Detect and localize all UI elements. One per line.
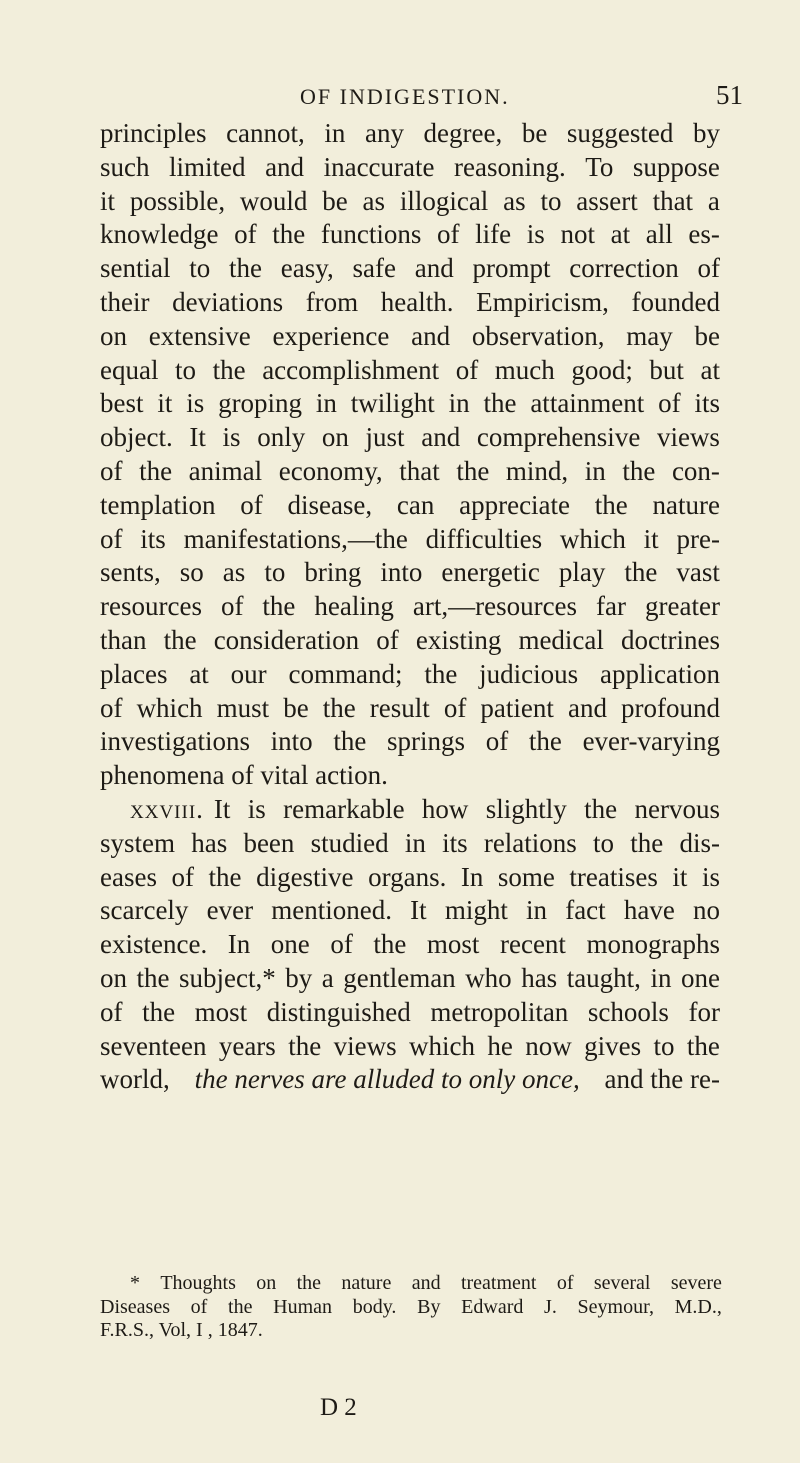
word: as [362,185,386,216]
word: which [559,523,626,554]
word: any [364,118,404,148]
word: the [373,929,407,960]
word: nature [652,489,720,520]
word: from [305,286,359,317]
word: In [460,861,484,892]
word: one [680,962,720,993]
word: one [270,929,310,960]
text-line [100,861,720,895]
word: have [623,895,675,926]
text-line [100,387,720,421]
word: investigations [100,726,250,757]
word: the [212,354,246,385]
word: the [528,726,562,757]
text-line [100,151,720,185]
word: pre- [676,523,720,554]
word: safe [352,253,397,284]
word: at [610,219,631,250]
text-line [100,556,720,590]
word: the [622,455,656,486]
text-line: phenomena of vital action. [100,760,388,791]
word: to [175,354,197,385]
word: be [694,320,720,351]
word: of [171,861,194,892]
word: of [100,455,123,486]
word: treatment [460,1272,537,1294]
word: now [525,1030,572,1061]
word: the [686,1030,720,1061]
word: as [503,185,526,216]
word: vast [676,557,720,588]
word: system [100,827,176,858]
word: equal [100,354,159,385]
word: the [208,861,242,892]
text-line [100,185,720,219]
word: good; [571,354,633,385]
word: of [658,388,681,419]
word: has [521,962,558,993]
word: of [443,692,467,723]
word: its [140,523,166,554]
word: of [240,489,263,520]
word: best [100,388,144,419]
word: than [100,624,147,655]
text-line [100,590,720,624]
word: judicious [479,658,579,689]
word: to [593,827,615,858]
word: the [296,1272,322,1294]
text-line [100,523,720,557]
word: that [399,455,440,486]
word: and [414,253,454,284]
word: application [600,658,720,689]
word: only [257,422,306,453]
word: not [560,219,595,250]
word: on [100,962,127,993]
running-head: OF INDIGESTION. [300,84,510,109]
word: result [369,692,430,723]
word: the [594,489,628,520]
text-line [100,286,720,320]
word: correction [569,253,679,284]
word: the [322,692,356,723]
word: it [643,523,659,554]
word: extensive [148,320,251,351]
word: suppose [632,151,720,182]
word: Edward [461,1295,524,1318]
word: which [408,1030,475,1061]
word: of [100,996,123,1027]
text-line [100,692,720,726]
word: of [556,1272,574,1294]
word: of [697,253,720,284]
word: which [136,692,203,723]
word: In [227,929,251,960]
italic-phrase: the nerves are alluded to only once, [194,1064,580,1095]
word: taught, [566,962,641,993]
word: of [190,1295,208,1318]
word: prompt [472,253,551,284]
word: economy, [278,455,383,486]
word: for [688,996,720,1027]
word: object. [100,422,173,453]
word: to [264,557,286,588]
word: their [100,286,150,317]
word: the [229,253,263,284]
word: places [100,658,168,689]
word: in [584,455,606,486]
word: it [672,861,688,892]
word: he [487,1030,513,1061]
word: to [540,185,562,216]
word: such [100,151,150,182]
text-line [100,962,720,996]
word: digestive [256,861,354,892]
word: in [526,895,548,926]
word: the [228,1295,253,1318]
text-line [100,252,720,286]
footnote-line [100,1296,722,1320]
word: disease, [287,489,373,520]
word: our [230,658,267,689]
word: gentleman [343,962,456,993]
word: by [692,118,720,148]
word: and [567,692,607,723]
word: groping [218,388,303,419]
word: dis- [679,827,720,858]
text-line-italic-phrase: world, the nerves are alluded to only once, and the re- [100,1063,720,1097]
word: and [411,1272,441,1294]
word: art,—resources [412,591,578,622]
word: but [649,354,684,385]
word: and [265,151,305,182]
word: is [526,219,545,250]
word: would [239,185,308,216]
word: has [191,827,228,858]
word: is [701,861,720,892]
word: life [475,219,512,250]
word: is [186,388,205,419]
word: resources [100,591,202,622]
word: in [315,388,337,419]
word: its [442,827,468,858]
word: in [448,388,470,419]
word: manifestations,—the [183,523,408,554]
word: the [262,591,296,622]
word: the [136,962,170,993]
word: animal [188,455,263,486]
word: into [270,726,313,757]
word: founded [631,286,720,317]
word: and [421,422,461,453]
footnote-line [100,1272,722,1296]
text-line [100,725,720,759]
word: easy, [280,253,334,284]
word: must [216,692,270,723]
section-first-text: It is remarkable how slightly the nervous [213,793,720,824]
word: in [650,962,672,993]
word: treatises [569,861,658,892]
word: in [404,827,426,858]
word: the [272,219,306,250]
word: the [630,827,664,858]
word: greater [645,591,720,622]
word: It [189,422,206,453]
word: recent [499,929,566,960]
footnote [100,1272,722,1343]
word: Seymour, [577,1295,654,1318]
word: that [652,185,694,216]
word: it [157,388,173,419]
word: on [100,320,127,351]
footnote-line: F.R.S., Vol, I , 1847. [100,1319,263,1341]
word: reasoning. [454,151,566,182]
word: knowledge [100,219,219,250]
word: far [596,591,627,622]
word: of [437,219,460,250]
word: studied [310,827,389,858]
word: bring [304,557,362,588]
word: monographs [586,929,720,960]
word: scarcely [100,895,189,926]
word: a [707,185,720,216]
word: comprehensive [476,422,641,453]
word: much [494,354,555,385]
word: can [396,489,435,520]
word: seventeen [100,1030,207,1061]
word: M.D., [674,1295,722,1318]
word: metropolitan [430,996,569,1027]
word: no [692,895,720,926]
word: on [321,422,349,453]
word: views [333,1030,397,1061]
word: difficulties [425,523,543,554]
word: to [653,1030,675,1061]
word: just [365,422,405,453]
word: organs. [368,861,447,892]
signature-mark: D 2 [320,1394,357,1421]
word: command; [288,658,403,689]
word: in [324,118,346,148]
section-numeral: xxviii. [130,793,204,824]
word: the [624,557,658,588]
word: consideration [213,624,360,655]
word: doctrines [621,624,720,655]
word: patient [480,692,554,723]
word: of [220,591,244,622]
word: schools [587,996,669,1027]
word: fact [565,895,606,926]
section-first-line [100,793,720,827]
word: medical [518,624,604,655]
text-line [100,1030,720,1064]
word: possible, [129,185,226,216]
word: it [100,185,116,216]
word: at [189,658,209,689]
word: been [243,827,295,858]
word: By [417,1295,441,1318]
word: the [483,388,517,419]
word: Diseases [100,1295,170,1318]
word: appreciate [459,489,571,520]
word: es- [688,219,720,250]
word: of [330,929,353,960]
word: mentioned. [271,895,392,926]
word: most [426,929,480,960]
word: is [222,422,241,453]
word: gives [584,1030,642,1061]
word: distinguished [266,996,411,1027]
word: the [139,455,173,486]
word: body. [352,1295,397,1318]
word: the [288,1030,322,1061]
text-line [100,928,720,962]
word: springs [387,726,466,757]
word: principles [100,118,207,148]
word: severe [670,1272,722,1294]
word: cannot, [226,118,305,148]
word: con- [671,455,720,486]
word: functions [320,219,422,250]
text-line [100,658,720,692]
word: eases [100,861,157,892]
word: inaccurate [323,151,435,182]
word: sential [100,253,171,284]
word: deviations [172,286,284,317]
word: sents, [100,557,161,588]
word: several [593,1272,651,1294]
word: existence. [100,929,208,960]
word: the [142,996,176,1027]
page-number: 51 [716,80,743,110]
word: the [333,726,367,757]
word: existing [415,624,502,655]
word: subject,* [179,962,276,993]
word: to [189,253,211,284]
text-line [100,455,720,489]
word: Thoughts [160,1272,236,1294]
word: of [485,726,509,757]
word: It [410,895,427,926]
word: observation, [471,320,605,351]
word: the [163,624,197,655]
word: suggested [566,118,674,148]
word: play [558,557,606,588]
word: of [100,523,123,554]
word: might [444,895,508,926]
text-line [100,827,720,861]
word: the [424,658,458,689]
text-line [100,894,720,928]
word: at [700,354,720,385]
word: accomplishment [262,354,440,385]
word: healing [314,591,394,622]
word: into [380,557,423,588]
word: a [321,962,334,993]
word: mind, [505,455,569,486]
text-line [100,489,720,523]
word: of [376,624,399,655]
word: some [497,861,555,892]
word: J. [544,1295,557,1318]
text-line [100,421,720,455]
word: of [234,219,257,250]
word: attainment [530,388,645,419]
word: of [455,354,479,385]
word: experience [272,320,390,351]
text-line [100,624,720,658]
word: nature [341,1272,392,1294]
word: the [456,455,490,486]
word: of [100,692,123,723]
word: be [322,185,348,216]
word: illogical [399,185,489,216]
word: and [411,320,451,351]
word: relations [483,827,577,858]
word: Human [273,1295,333,1318]
word: * [130,1272,140,1294]
word: templation [100,489,216,520]
word: To [585,151,614,182]
word: who [465,962,512,993]
word: most [194,996,248,1027]
text-line [100,320,720,354]
word: its [694,388,720,419]
word: limited [169,151,246,182]
word: so [179,557,204,588]
word: profound [621,692,720,723]
body-text [100,117,720,1097]
word: all [645,219,673,250]
word: years [218,1030,276,1061]
word: be [283,692,309,723]
text-line [100,354,720,388]
word: assert [576,185,638,216]
word: health. [380,286,454,317]
word: ever [206,895,254,926]
text-line [100,117,720,151]
word: ever-varying [582,726,720,757]
word: be [521,118,548,148]
text-line [100,218,720,252]
word: may [626,320,673,351]
text-line [100,996,720,1030]
word: on [256,1272,277,1294]
word: Empiricism, [476,286,609,317]
word: energetic [441,557,540,588]
word: degree, [423,118,503,148]
word: views [656,422,720,453]
word: twilight [350,388,435,419]
word: as [222,557,246,588]
word: by [285,962,313,993]
